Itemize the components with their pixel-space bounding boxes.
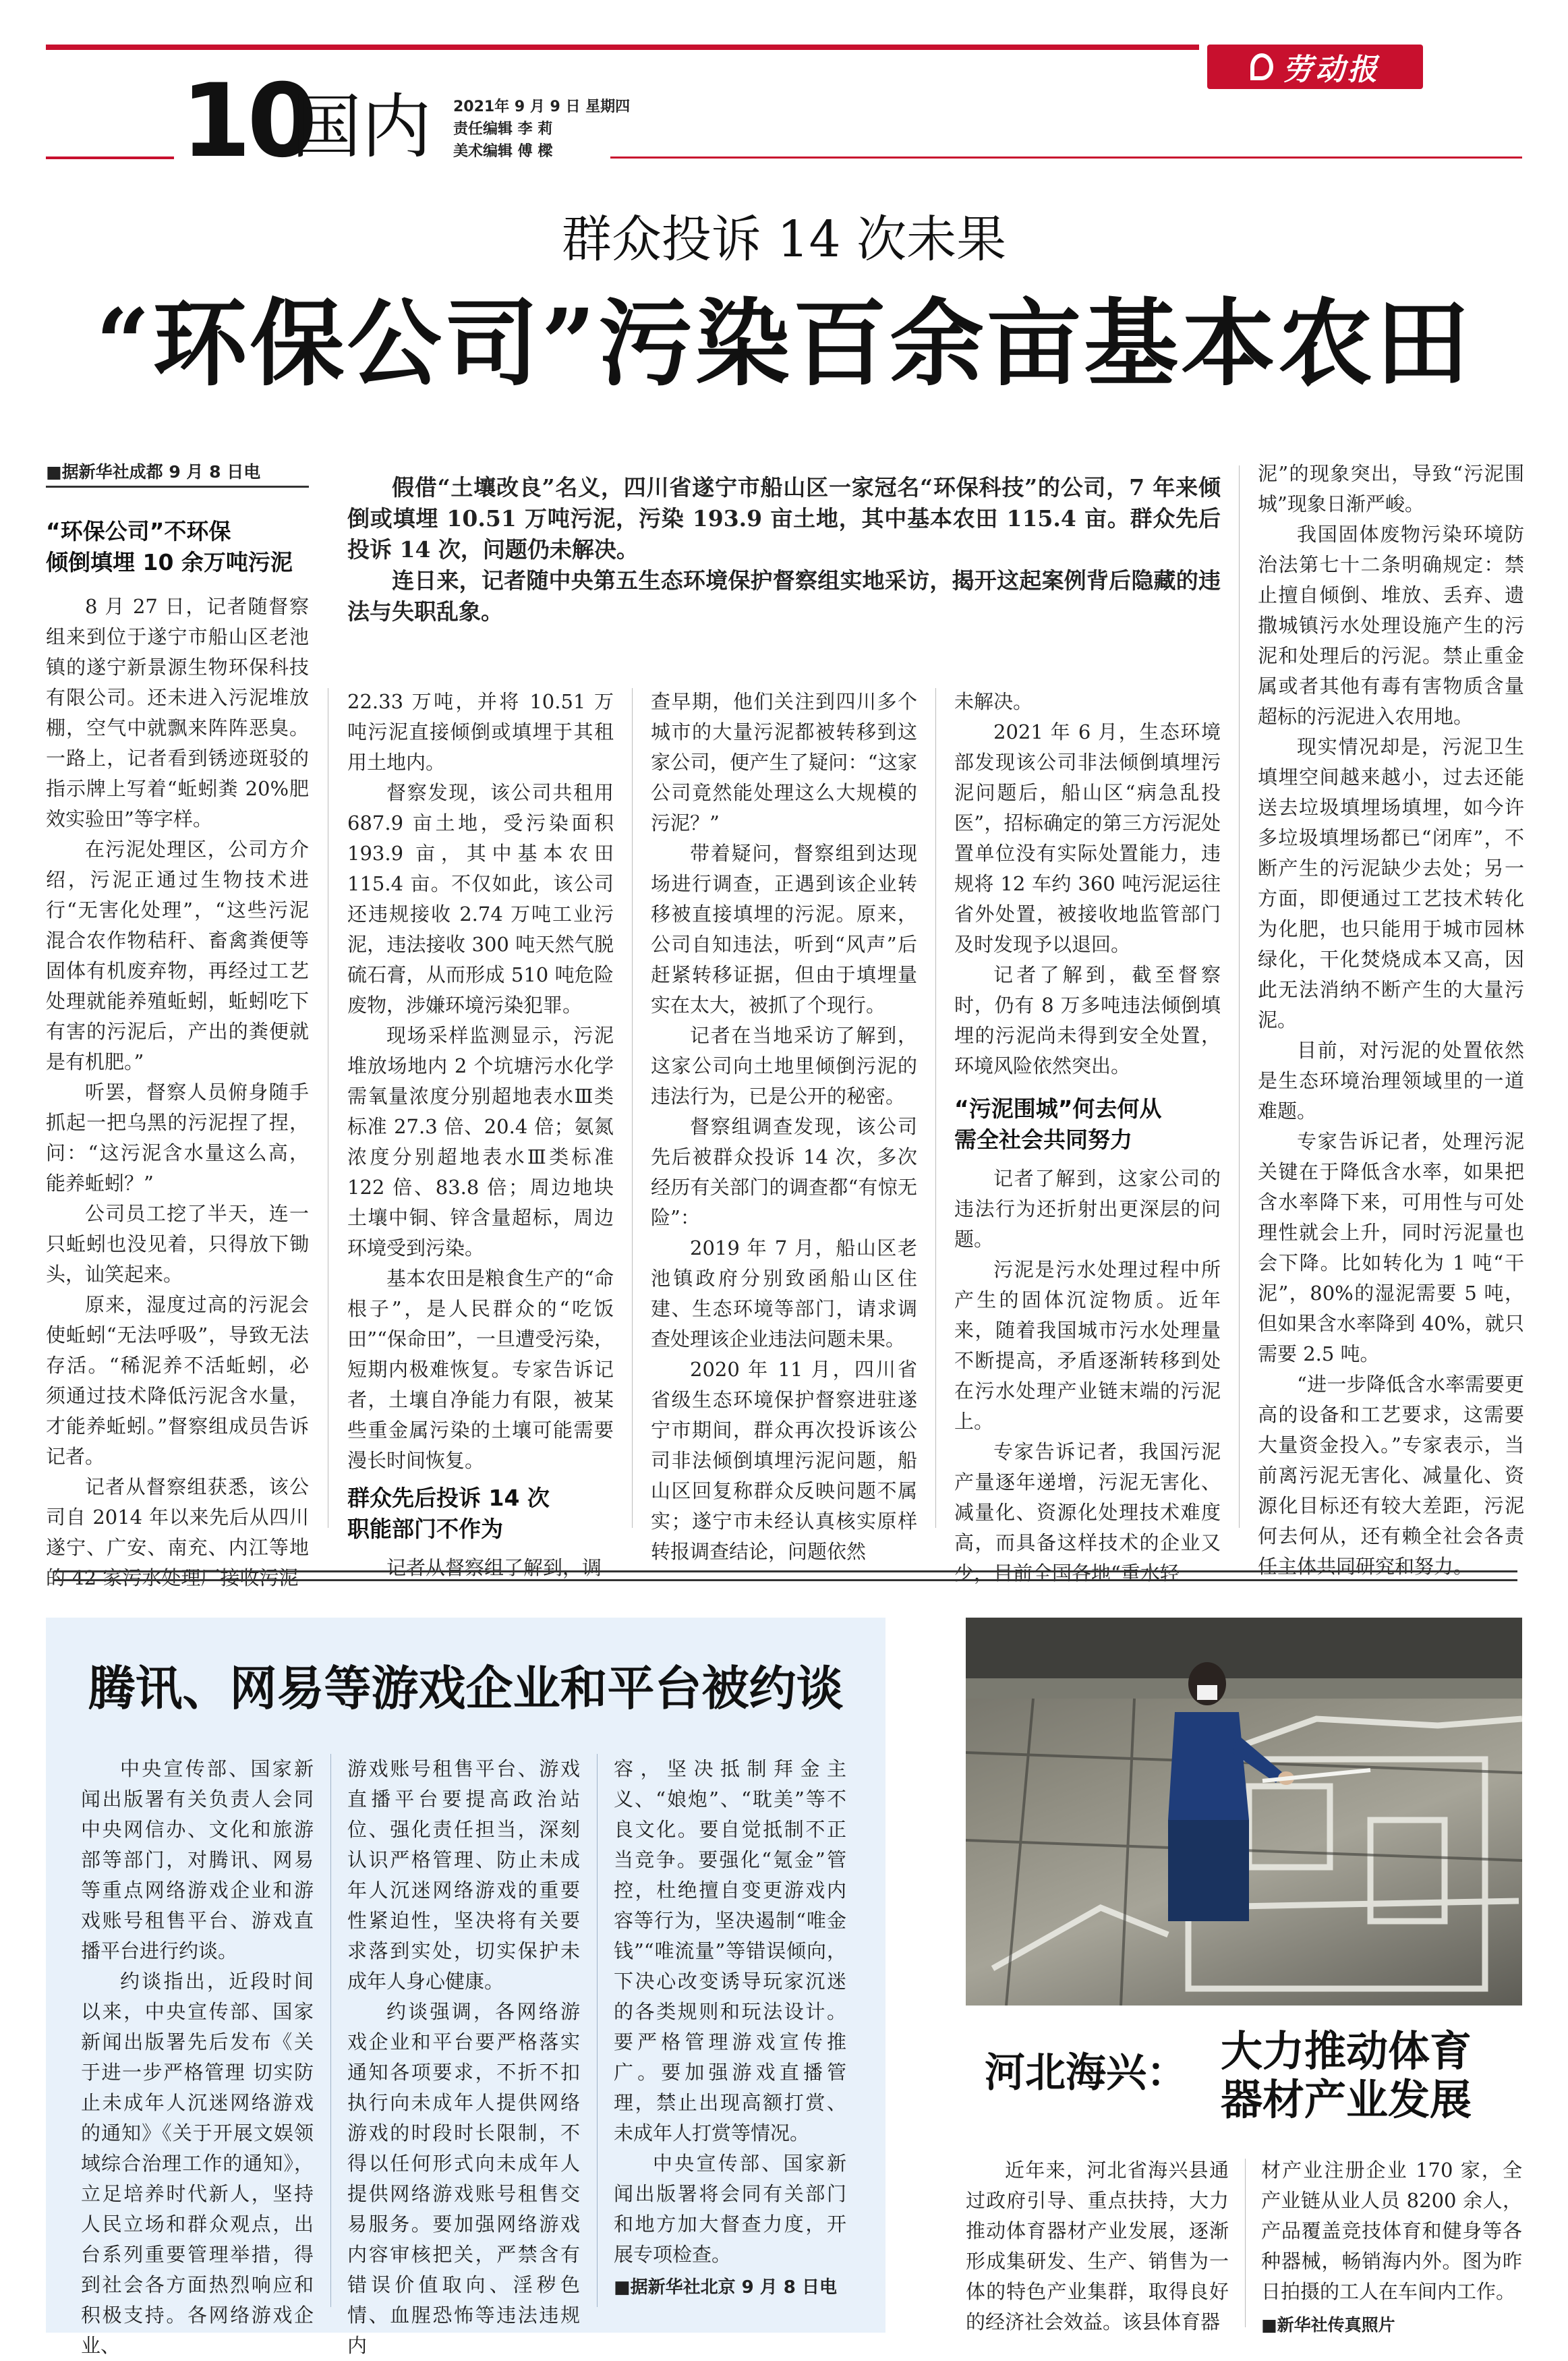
column-rule [1239,465,1240,1528]
body-paragraph: 专家告诉记者，我国污泥产量逐年递增，污泥无害化、减量化、资源化处理技术难度高，而具备这样技术的企业又少，目前全国各地“重水轻 [954,1440,1221,1585]
body-paragraph: 我国固体废物污染环境防治法第七十二条明确规定：禁止擅自倾倒、堆放、丢弃、遗撒城镇污水处理设施产生的污泥和处理后的污泥。禁止重金属或者其他有毒有害物质含量超标的污泥进入农用地。 [1258,523,1524,728]
body-paragraph: 原来，湿度过高的污泥会使蚯蚓“无法呼吸”，导致无法存活。“稀泥养不活蚯蚓，必须通过技术降低污泥含水量，才能养蚯蚓。”督察组成员告诉记者。 [46,1293,309,1468]
masthead-info [453,96,630,163]
photo-illustration [966,1618,1522,2006]
section-divider [54,1570,1517,1581]
article3-column-2 [1261,2155,1522,2339]
article1-column-2 [347,687,614,1583]
body-paragraph: 未解决。 [954,690,1033,713]
article3-headline: 大力推动体育 器材产业发展 [1221,2026,1472,2124]
body-paragraph: 督察发现，该公司共租用 687.9 亩土地，受污染面积 193.9 亩，其中基本农田 115.4 亩。不仅如此，该公司还违规接收 2.74 万吨工业污泥，违法接收 300 吨天然气脱硫石膏，从而形成 510 吨危险废物，涉嫌环境污染犯罪。 [347,781,614,1017]
body-paragraph: 约谈指出，近段时间以来，中央宣传部、国家新闻出版署先后发布《关于进一步严格管理 切实防止未成年人沉迷网络游戏的通知》《关于开展文娱领域综合治理工作的通知》，立足培养时代新人，坚持人民立场和群众观点，出台系列重要管理举措，得到社会各方面热烈响应和积极支持。各网络游戏企业、 [81,1970,314,2357]
body-paragraph: 材产业注册企业 170 家，全产业链从业人员 8200 余人，产品覆盖竞技体育和健身等各种器械，畅销海内外。图为昨日拍摄的工人在车间内工作。 [1261,2159,1522,2303]
article1-lead [347,472,1221,627]
lead-paragraph: 连日来，记者随中央第五生态环境保护督察组实地采访，揭开这起案例背后隐藏的违法与失职乱象。 [347,567,1221,625]
masthead-rule-left [46,157,174,159]
logo-badge [1207,45,1423,89]
column-rule [597,1754,598,2307]
body-paragraph: 基本农田是粮食生产的“命根子”，是人民群众的“吃饭田”“保命田”，一旦遭受污染，短期内极难恢复。专家告诉记者，土壤自净能力有限，被某些重金属污染的土壤可能需要漫长时间恢复。 [347,1267,614,1472]
body-paragraph: 听罢，督察人员俯身随手抓起一把乌黑的污泥捏了捏，问：“这污泥含水量这么高，能养蚯蚓？” [46,1081,309,1195]
issue-date: 2021年 9 月 9 日 星期四 [453,98,631,115]
body-paragraph: 泥”的现象突出，导致“污泥围城”现象日渐严峻。 [1258,462,1524,515]
column-rule [330,1754,331,2307]
article3-column-1 [966,2155,1229,2337]
body-paragraph: 专家告诉记者，处理污泥关键在于降低含水率，如果把含水率降下来，可用性与可处理性就会上升，同时污泥量也会下降。比如转化为 1 吨“干泥”，80%的湿泥需要 5 吨，但如果含水率降到 40%，就只需要 2.5 吨。 [1258,1130,1524,1365]
body-paragraph: 公司员工挖了半天，连一只蚯蚓也没见着，只得放下锄头，讪笑起来。 [46,1202,309,1286]
article2-column-3 [614,1754,846,2302]
body-paragraph: 记者了解到，截至督察时，仍有 8 万多吨违法倾倒填埋的污泥尚未得到安全处置，环境风险依然突出。 [954,963,1221,1077]
section-title: 国内 [291,86,432,168]
body-paragraph: 2020 年 11 月，四川省省级生态环境保护督察进驻遂宁市期间，群众再次投诉该公司非法倾倒填埋污泥问题，船山区回复称群众反映问题不属实；遂宁市未经认真核实原样转报调查结论，问题依然 [651,1358,917,1563]
article1-column-1 [46,516,309,1593]
body-paragraph: 记者从督察组了解到，调 [386,1556,602,1579]
article2-dateline: ■据新华社北京 9 月 8 日电 [614,2277,837,2298]
page-number: 10 [181,63,314,180]
art-editor-credit: 美术编辑 傅 樑 [453,143,553,160]
body-paragraph: 目前，对污泥的处置依然是生态环境治理领域里的一道难题。 [1258,1039,1524,1122]
article1-column-3 [651,687,917,1567]
section-subhead: “环保公司”不环保 倾倒填埋 10 余万吨污泥 [46,518,293,575]
editor-credit: 责任编辑 李 莉 [453,121,553,138]
top-red-rule [46,45,1199,50]
body-paragraph: 记者了解到，这家公司的违法行为还折射出更深层的问题。 [954,1167,1221,1251]
column-rule [1245,2159,1246,2327]
article2-column-2 [347,1754,580,2361]
body-paragraph: 带着疑问，督察组到达现场进行调查，正遇到该企业转移被直接填埋的污泥。原来，公司自知违法，听到“风声”后赶紧转移证据，但由于填埋量实在太大，被抓了个现行。 [651,842,917,1017]
column-rule [935,688,936,1528]
body-paragraph: 22.33 万吨，并将 10.51 万吨污泥直接倾倒或填埋于其租用土地内。 [347,690,614,774]
logo-icon [1250,53,1273,80]
section-subhead: 群众先后投诉 14 次 职能部门不作为 [347,1485,550,1542]
body-paragraph: 8 月 27 日，记者随督察组来到位于遂宁市船山区老池镇的遂宁新景源生物环保科技有限公司。还未进入污泥堆放棚，空气中就飘来阵阵恶臭。一路上，记者看到锈迹斑驳的指示牌上写着“蚯蚓粪 20%肥效实验田”等字样。 [46,595,309,830]
body-paragraph: “进一步降低含水率需要更高的设备和工艺要求，这需要大量资金投入。”专家表示，当前离污泥无害化、减量化、资源化目标还有较大差距，污泥何去何从，还有赖全社会各责任主体共同研究和努力。 [1258,1373,1524,1578]
body-paragraph: 中央宣传部、国家新闻出版署将会同有关部门和地方加大督查力度，开展专项检查。 [614,2152,846,2266]
column-rule [632,688,633,1528]
article3-kicker: 河北海兴： [985,2049,1187,2097]
body-paragraph: 游戏账号租售平台、游戏直播平台要提高政治站位、强化责任担当，深刻认识严格管理、防止未成年人沉迷网络游戏的重要性紧迫性，坚决将有关要求落到实处，切实保护未成年人身心健康。 [347,1757,580,1993]
article1-column-4 [954,687,1221,1589]
body-paragraph: 现场采样监测显示，污泥堆放场地内 2 个坑塘污水化学需氧量浓度分别超地表水Ⅲ类标准 27.3 倍、20.4 倍；氨氮浓度分别超地表水Ⅲ类标准 122 倍、83.8 倍；周边地块土壤中铜、锌含量超标，周边环境受到污染。 [347,1024,614,1259]
article1-headline: “环保公司”污染百余亩基本农田 [95,289,1473,399]
body-paragraph: 督察组调查发现，该公司先后被群众投诉 14 次，多次经历有关部门的调查都“有惊无险”： [651,1115,917,1229]
lead-paragraph: 假借“土壤改良”名义，四川省遂宁市船山区一家冠名“环保科技”的公司，7 年来倾倒或填埋 10.51 万吨污泥，污染 193.9 亩土地，其中基本农田 115.4 亩。群众先后投诉 14 次，问题仍未解决。 [347,474,1221,563]
body-paragraph: 记者在当地采访了解到，这家公司向土地里倾倒污泥的违法行为，已是公开的秘密。 [651,1024,917,1108]
body-paragraph: 查早期，他们关注到四川多个城市的大量污泥都被转移到这家公司，便产生了疑问：“这家公司竟然能处理这么大规模的污泥？” [651,690,917,834]
article1-dateline: ■据新华社成都 9 月 8 日电 [46,459,309,488]
body-paragraph: 2019 年 7 月，船山区老池镇政府分别致函船山区住建、生态环境等部门，请求调查处理该企业违法问题未果。 [651,1236,917,1350]
body-paragraph: 现实情况却是，污泥卫生填埋空间越来越小，过去还能送去垃圾填埋场填埋，如今许多垃圾填埋场都已“闭库”，不断产生的污泥缺少去处；另一方面，即便通过工艺技术转化为化肥，也只能用于城市园林绿化，干化焚烧成本又高，因此无法消纳不断产生的大量污泥。 [1258,735,1524,1031]
factory-worker-photo [966,1618,1522,2006]
masthead-rule-right [610,157,1522,159]
article1-column-5 [1258,459,1524,1582]
body-paragraph: 容，坚决抵制拜金主义、“娘炮”、“耽美”等不良文化。要自觉抵制不正当竞争。要强化“氪金”管控，杜绝擅自变更游戏内容等行为，坚决遏制“唯金钱”“唯流量”等错误倾向，下决心改变诱导玩家沉迷的各类规则和玩法设计。要严格管理游戏宣传推广。要加强游戏直播管理，禁止出现高额打赏、未成年人打赏等情况。 [614,1757,846,2144]
article2-headline: 腾讯、网易等游戏企业和平台被约谈 [88,1660,844,1716]
section-subhead: “污泥围城”何去何从 需全社会共同努力 [954,1096,1162,1153]
body-paragraph: 在污泥处理区，公司方介绍，污泥正通过生物技术进行“无害化处理”，“这些污泥混合农作物秸秆、畜禽粪便等固体有机废弃物，再经过工艺处理就能养殖蚯蚓，蚯蚓吃下有害的污泥后，产出的粪便就是有机肥。” [46,838,309,1073]
body-paragraph: 2021 年 6 月，生态环境部发现该公司非法倾倒填埋污泥问题后，船山区“病急乱投医”，招标确定的第三方污泥处置单位没有实际处置能力，违规将 12 车约 360 吨污泥运往省外处置，被接收地监管部门及时发现予以退回。 [954,720,1221,956]
article2-column-1 [81,1754,314,2361]
body-paragraph: 中央宣传部、国家新闻出版署有关负责人会同中央网信办、文化和旅游部等部门，对腾讯、网易等重点网络游戏企业和游戏账号租售平台、游戏直播平台进行约谈。 [81,1757,314,1962]
logo-text: 劳动报 [1283,53,1380,87]
body-paragraph: 记者从督察组获悉，该公司自 2014 年以来先后从四川遂宁、广安、南充、内江等地的 42 家污水处理厂接收污泥 [46,1475,309,1589]
article1-kicker: 群众投诉 14 次未果 [561,210,1007,268]
body-paragraph: 约谈强调，各网络游戏企业和平台要严格落实通知各项要求，不折不扣执行向未成年人提供网络游戏的时段时长限制，不得以任何形式向未成年人提供网络游戏账号租售交易服务。要加强网络游戏内容审核把关，严禁含有错误价值取向、淫秽色情、血腥恐怖等违法违规内 [347,2000,580,2357]
body-paragraph: 近年来，河北省海兴县通过政府引导、重点扶持，大力推动体育器材产业发展，逐渐形成集研发、生产、销售为一体的特色产业集群，取得良好的经济社会效益。该县体育器 [966,2159,1229,2333]
photo-credit: ■新华社传真照片 [1261,2315,1395,2335]
article3-heading [966,2027,1522,2125]
body-paragraph: 污泥是污水处理过程中所产生的固体沉淀物质。近年来，随着我国城市污水处理量不断提高，矛盾逐渐转移到处在污水处理产业链末端的污泥上。 [954,1258,1221,1433]
